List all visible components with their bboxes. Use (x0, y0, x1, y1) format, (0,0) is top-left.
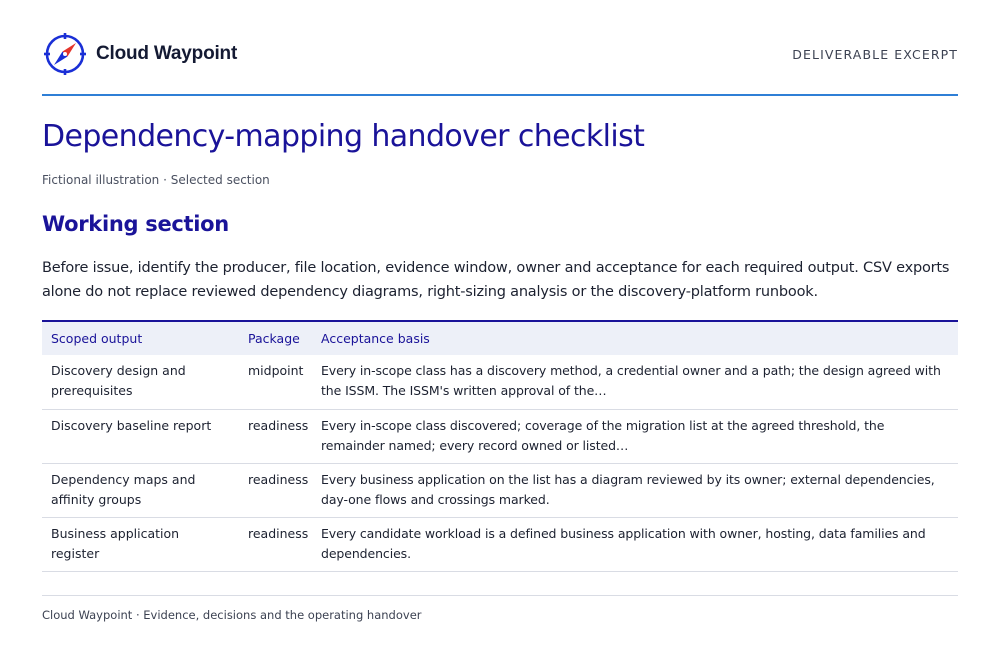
package-cell: midpoint (239, 355, 312, 409)
deliverable-tag: DELIVERABLE EXCERPT (792, 47, 958, 62)
acceptance-basis-cell: Every in-scope class has a discovery method, a credential owner and a path; the design agreed with the ISSM. The ISSM's written approval of the… (312, 355, 958, 409)
checklist-table (42, 320, 958, 572)
acceptance-basis-cell: Every business application on the list has a diagram reviewed by its owner; external dependencies, day-one flows and crossings marked. (312, 463, 958, 517)
scoped-output-cell: Business application register (42, 517, 239, 571)
page-header (42, 30, 958, 96)
column-header-acceptance-basis: Acceptance basis (321, 331, 430, 346)
package-cell: readiness (239, 463, 312, 517)
page-footer: Cloud Waypoint · Evidence, decisions and the operating handover (42, 608, 422, 622)
brand (42, 31, 237, 77)
compass-icon (42, 31, 88, 77)
brand-name: Cloud Waypoint (96, 43, 238, 64)
footer-divider (42, 595, 958, 596)
column-header-scoped-output: Scoped output (51, 331, 143, 346)
package-cell: readiness (239, 409, 312, 463)
package-cell: readiness (239, 517, 312, 571)
table-row (42, 355, 958, 409)
table-row (42, 409, 958, 463)
acceptance-basis-cell: Every in-scope class discovered; coverage of the migration list at the agreed threshold, the remainder named; every record owned or listed… (312, 409, 958, 463)
page-subtitle: Fictional illustration · Selected section (42, 173, 270, 187)
scoped-output-cell: Dependency maps and affinity groups (42, 463, 239, 517)
section-title: Working section (42, 212, 229, 236)
acceptance-basis-cell: Every candidate workload is a defined business application with owner, hosting, data families and dependencies. (312, 517, 958, 571)
table-row (42, 463, 958, 517)
intro-paragraph: Before issue, identify the producer, file location, evidence window, owner and acceptance for each required output. CSV exports alone do not replace reviewed dependency diagrams, right-sizing analysis or the discovery-platform runbook. (42, 260, 950, 300)
table-row (42, 517, 958, 571)
scoped-output-cell: Discovery baseline report (42, 409, 239, 463)
table-header-row (42, 321, 958, 355)
scoped-output-cell: Discovery design and prerequisites (42, 355, 239, 409)
page-title: Dependency-mapping handover checklist (42, 119, 645, 154)
column-header-package: Package (248, 331, 300, 346)
